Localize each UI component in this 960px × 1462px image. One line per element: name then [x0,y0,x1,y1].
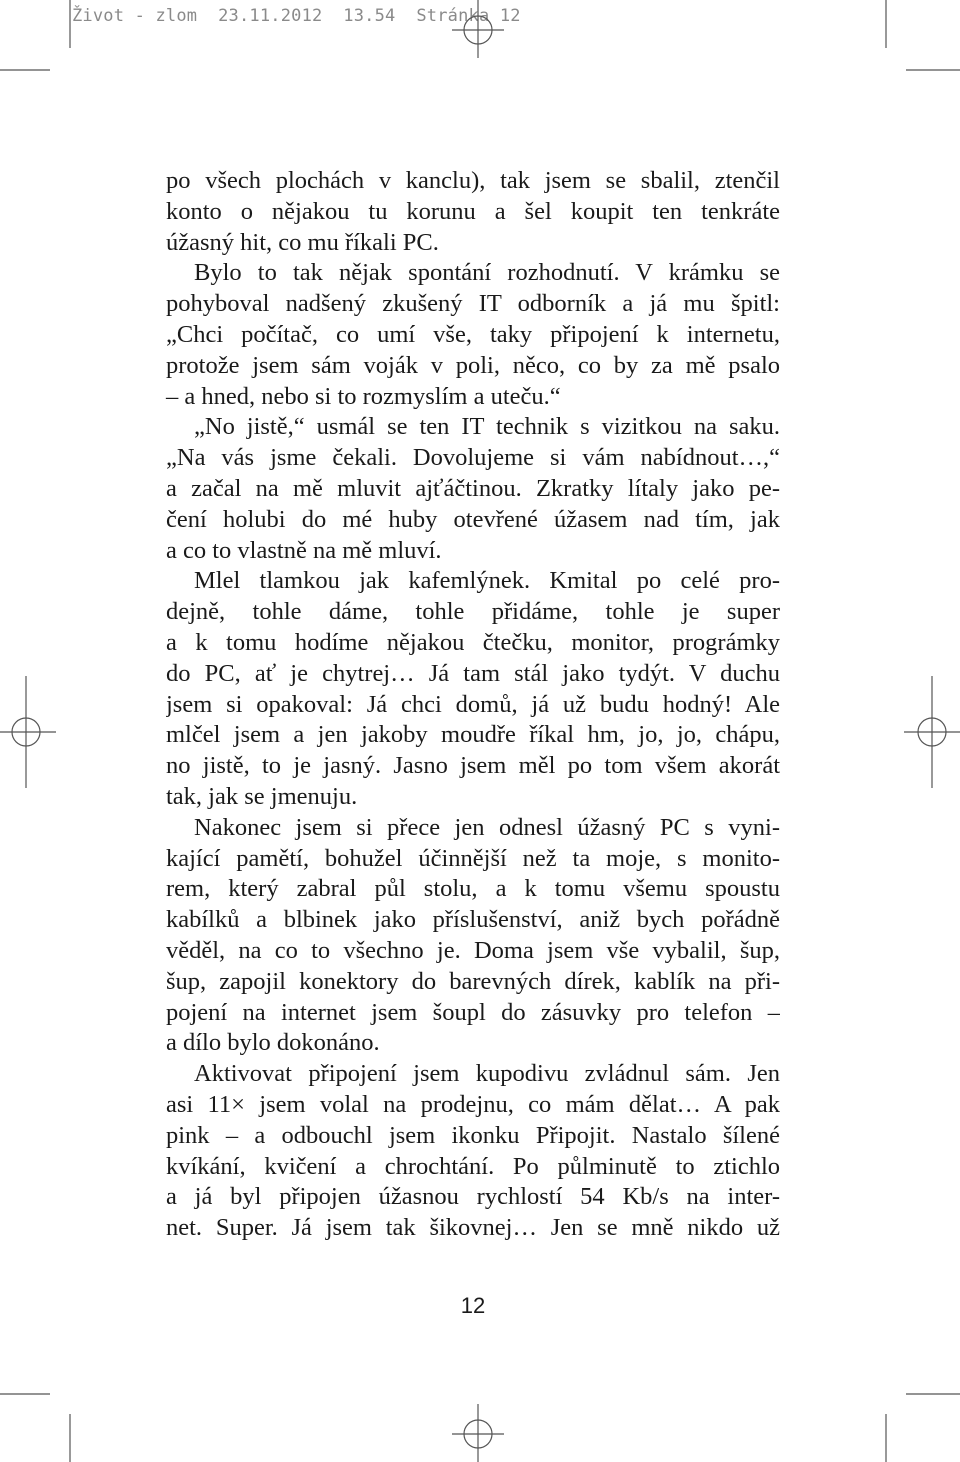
print-slug: Život - zlom 23.11.2012 13.54 Stránka 12 [72,6,521,26]
text-line: věděl, na co to všechno je. Doma jsem vše vybalil, šup, [166,936,780,964]
text-line: a co to vlastně na mě mluví. [166,536,442,564]
body-text [166,166,780,1244]
text-line: „Na vás jsme čekali. Dovolujeme si vám nabídnout…,“ [166,444,780,472]
text-line: kvíkání, kvičení a chrochtání. Po půlminutě to ztichlo [166,1152,780,1180]
text-line: pojení na internet jsem šoupl do zásuvky pro telefon – [166,998,780,1026]
text-line: a k tomu hodíme nějakou čtečku, monitor, prográmky [166,628,780,656]
text-line: pohyboval nadšený zkušený IT odborník a já mu špitl: [166,290,780,318]
text-line: jsem si opakoval: Já chci domů, já už budu hodný! Ale [166,690,780,718]
text-line: dejně, tohle dáme, tohle přidáme, tohle je super [166,598,780,626]
text-line: – a hned, nebo si to rozmyslím a uteču.“ [166,382,561,410]
registration-mark-bottom [452,1404,504,1462]
text-line: rem, který zabral půl stolu, a k tomu všemu spoustu [166,875,780,903]
text-line: po všech plochách v kanclu), tak jsem se sbalil, ztenčil [166,167,780,194]
text-line: protože jsem sám voják v poli, něco, co by za mě psalo [166,351,780,379]
text-line: „Chci počítač, co umí vše, taky připojení k internetu, [166,320,780,348]
text-line: net. Super. Já jsem tak šikovnej… Jen se mně nikdo už [166,1214,780,1242]
text-line: Aktivovat připojení jsem kupodivu zvládnul sám. Jen [194,1060,780,1088]
text-line: „No jistě,“ usmál se ten IT technik s vizitkou na saku. [194,413,780,441]
text-line: Mlel tlamkou jak kafemlýnek. Kmital po celé pro- [194,567,780,595]
text-line: Bylo to tak nějak spontání rozhodnutí. V krámku se [194,259,780,287]
text-line: šup, zapojil konektory do barevných dírek, kablík na při- [166,967,780,995]
page-number: 12 [460,1293,486,1318]
text-line: mlčel jsem a jen jakoby moudře říkal hm, jo, jo, chápu, [166,721,780,749]
text-line: a já byl připojen úžasnou rychlostí 54 Kb/s na inter- [166,1183,780,1211]
text-line: no jistě, to je jasný. Jasno jsem měl po tom všem akorát [166,752,780,780]
text-line: pink – a odbouchl jsem ikonku Připojit. Nastalo šílené [166,1121,780,1149]
registration-mark-right [904,676,960,788]
text-line: úžasný hit, co mu říkali PC. [166,228,439,256]
text-line: asi 11× jsem volal na prodejnu, co mám dělat… A pak [166,1090,780,1118]
text-line: kabílků a blbinek jako příslušenství, aniž bych pořádně [166,906,780,934]
text-line: čení holubi do mé huby otevřené úžasem nad tím, jak [166,505,780,533]
text-line: a dílo bylo dokonáno. [166,1029,380,1057]
text-line: konto o nějakou tu korunu a šel koupit ten tenkráte [166,197,780,225]
text-line: a začal na mě mluvit ajťáčtinou. Zkratky lítaly jako pe- [166,474,780,502]
registration-mark-left [0,676,56,788]
text-line: kající pamětí, bohužel účinnější než ta moje, s monito- [166,844,780,872]
text-line: tak, jak se jmenuju. [166,782,358,810]
registration-mark-top [452,0,504,58]
text-line: Nakonec jsem si přece jen odnesl úžasný PC s vyni- [194,813,780,841]
text-line: do PC, ať je chytrej… Já tam stál jako tydýt. V duchu [166,659,780,687]
